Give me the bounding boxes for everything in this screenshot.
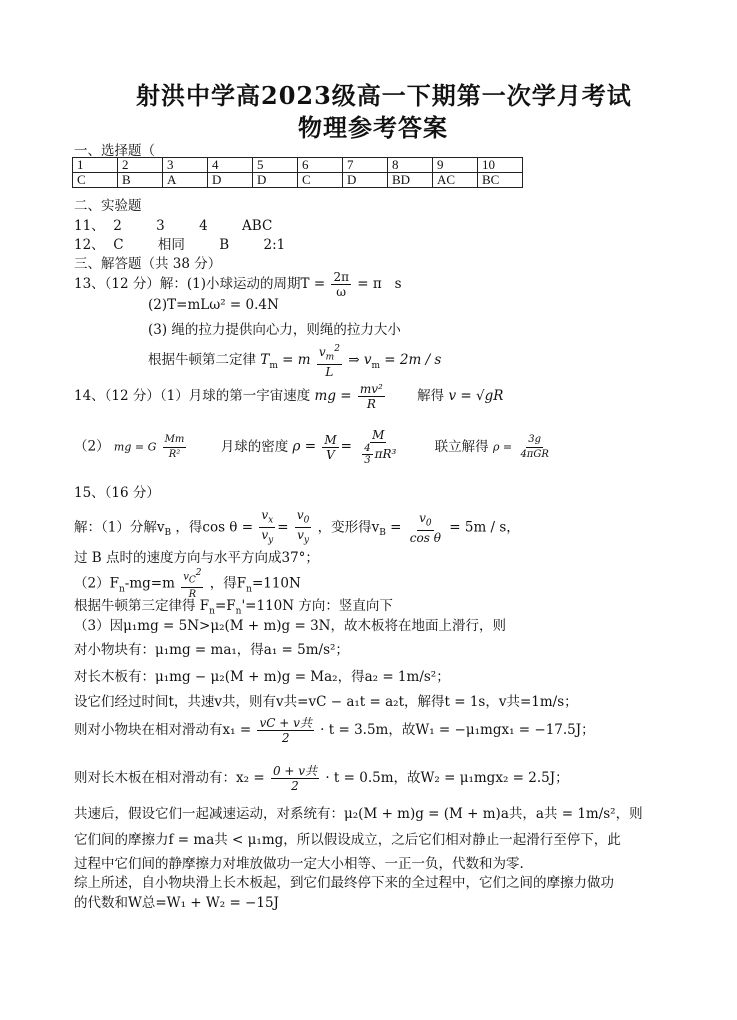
q15-l10-frac [271,764,319,793]
exam-subtitle: 物理参考答案 [298,113,448,142]
section-choice: 一、选择题（ [74,143,155,159]
q14-l2-a: （2） [74,438,110,455]
q15-l1: 解：（1）分解v [74,519,165,536]
answer-value-cell: C [298,173,343,188]
q13-frac-den: ω [336,285,347,299]
q15-line15: 的代数和W总=W₁ + W₂ = −15J [74,895,279,911]
answer-table-answers-row [73,173,523,188]
q15-l1c: ，变形得v [317,519,380,536]
q13-period-fraction [331,270,351,299]
q15-line7: 对长木板有：μ₁mg − μ₂(M + m)g = Ma₂，得a₂ = 1m/s²； [74,669,450,685]
q14-combined-frac [518,433,550,462]
exam-title: 射洪中学高2023级高一下期第一次学月考试 [136,81,632,110]
q15-line11: 共速后，假设它们一起减速运动，对系统有：μ₂(M + m)g = (M + m)a共，a共 = 1m/s²，则 [74,806,643,822]
q15-line5: （3）因μ₁mg = 5N>μ₂(M + m)g = 3N，故木板将在地面上滑行，则 [74,618,506,634]
q13-line1 [74,270,402,299]
q14-line1 [74,382,503,411]
answer-value-cell: B [118,173,163,188]
q14-rho-den1: V [326,447,335,462]
q14-combined: 联立解得 [434,438,489,455]
answer-table-numbers-row [73,158,523,173]
q14-line2: （2） mg = G $\frac{Mm}{\text{R²}}$ 月球的密度 ρ = $\frac{M}{V}$ = M $\frac{4}{3}$ πR³ 联立解得 ρ = $\frac{3g}{\text{4πGR}}$ [74,428,549,466]
q13-l4-den: L [325,365,334,380]
q15-head: 15、（16 分） [74,485,160,501]
q15-frac2-num: $v_0$ [295,508,312,528]
q13-l4-e: = 2m / s [384,352,442,369]
answer-number-cell: 10 [478,158,523,173]
q14-solve: 解得 [417,388,445,404]
q15-l1d: = 5m / s， [449,519,520,536]
q15-line10 [74,764,569,793]
q14-head: 14、（12 分）（1）月球的第一宇宙速度 [74,388,311,404]
answer-number-cell: 5 [253,158,298,173]
q14-combined-num: 3g [526,433,543,448]
q13-head: 13、（12 分）解：(1)小球运动的周期T = [74,276,326,292]
q13-frac-num: 2π [333,270,349,284]
answer-number-cell: 9 [433,158,478,173]
q14-l2-frac [163,433,187,462]
q14-eq1-den: R [366,397,376,411]
q15-l9: 则对小物块在相对滑动有x₁ = [74,722,252,738]
answer-value-cell: C [73,173,118,188]
answer-number-cell: 6 [298,158,343,173]
answer-value-cell: D [343,173,388,188]
q13-line3: (3) 绳的拉力提供向心力，则绳的拉力大小 [148,322,401,338]
q15-l3b: -mg=m [124,575,175,592]
answer-value-cell: D [208,173,253,188]
q13-l4-num: $v_m^2$ [317,342,342,365]
answer-value-cell: BC [478,173,523,188]
q15-l4: 根据牛顿第三定律得 F [74,598,210,614]
q14-rho: ρ = [292,438,317,455]
q15-frac3 [408,511,443,545]
q13-l4-a: 根据牛顿第二定律 [148,352,256,369]
q15-frac3-den: cos θ [409,531,441,546]
q15-l10-num: 0 + v共 [272,764,318,778]
q15-l9-num: vC + v共 [259,716,312,730]
q13-l4-d: ⇒ v [348,352,372,369]
q15-line3: $(2)F_n-mg=m$ $\frac{v_C^2}{R}$ ，得$F_n=110N$ [74,568,301,601]
answer-table [72,157,523,188]
q14-density: 月球的密度 [220,438,289,455]
q15-line4: 根据牛顿第三定律得 $F_n=F_n'=110N$ 方向：竖直向下 [74,598,393,617]
q14-eq1: mg = [314,388,352,404]
q14-combined-den: 4πGR [520,448,549,460]
answer-number-cell: 3 [163,158,208,173]
q15-line12: 它们间的摩擦力f = ma共 < μ₁mg，所以假设成立，之后它们相对静止一起滑行至停下，此 [74,832,621,848]
q14-rho-den2: $\frac{4}{3}$ πR³ [364,443,397,466]
section-solutions: 三、解答题（共 38 分） [74,256,222,272]
q15-l10b: · t = 0.5m，故W₂ = μ₁mgx₂ = 2.5J； [325,770,569,786]
q15-line14: 综上所述，自小物块滑上长木板起，到它们最终停下来的全过程中，它们之间的摩擦力做功 [74,875,614,891]
q14-solve-eq: v = √gR [448,388,504,404]
q15-line6: 对小物块有：μ₁mg = ma₁，得a₁ = 5m/s²； [74,642,349,658]
q13-l4-c: = m [282,352,311,369]
q15-l3-frac: $\frac{v_C^2}{R}$ [183,568,202,601]
q14-rho-frac1 [322,433,338,462]
q14-l2-den: R² [168,448,181,460]
q15-l9-frac [257,716,313,745]
q15-frac1 [259,508,275,548]
q14-l2-num: Mm [163,433,187,448]
q14-eq1-num: mv² [359,382,383,396]
answer-value-cell: AC [433,173,478,188]
q15-l3d: =110N [251,575,301,592]
q12-answers: 12、 C 相同 B 2:1 [74,237,286,253]
q15-l10: 则对长木板在相对滑动有：x₂ = [74,770,265,786]
q15-l3c: ，得F [209,575,247,592]
q14-rho-num1: M [324,432,337,447]
answer-number-cell: 7 [343,158,388,173]
q15-line13: 过程中它们间的静摩擦力对堆放做功一定大小相等、一正一负，代数和为零. [74,856,524,872]
q13-line2: (2)T=mLω² = 0.4N [148,297,279,313]
answer-number-cell: 4 [208,158,253,173]
answer-value-cell: BD [388,173,433,188]
q15-l9b: · t = 3.5m，故W₁ = −μ₁mgx₁ = −17.5J； [320,722,595,738]
q15-frac2 [295,508,312,548]
q14-eq1-frac [358,382,385,411]
q15-line2: 过 B 点时的速度方向与水平方向成37°； [74,550,319,566]
q15-line8: 设它们经过时间t，共速v共，则有v共=vC − a₁t = a₂t，解得t = 1s，v共=1m/s； [74,694,578,710]
q15-l3: （2）F [74,575,119,592]
q15-frac1-num: $v_x$ [259,508,275,528]
q15-line1: 解：（1）分解$v_B$ ，得cos θ = $\frac{v_x}{v_y}$ = $\frac{v_0}{v_y}$ ，变形得$v_B$ = $\frac{v_0}{\text{cos θ}}$ = 5m / s， [74,508,520,546]
answer-number-cell: 8 [388,158,433,173]
q15-l9-den: 2 [281,731,290,745]
answer-number-cell: 1 [73,158,118,173]
q15-frac2-den: $v_y$ [297,528,309,546]
q14-combined-eq: ρ = [492,440,513,454]
q15-l4b: =110N 方向：竖直向下 [245,598,393,614]
q13-tail: = π s [357,276,402,292]
q15-l10-den: 2 [291,779,299,793]
q13-l4-frac [317,342,342,379]
q11-answers: 11、 2 3 4 ABC [74,218,273,234]
q14-l2-eq: mg = G [113,440,157,454]
q14-rho-num2: M [372,428,385,442]
answer-value-cell: A [163,173,208,188]
q13-line4: 根据牛顿第二定律 $T_m = m$ $\frac{v_m^2}{L}$ ⇒ $v_m = 2m / s$ [148,344,442,380]
q15-line9 [74,716,595,745]
q15-frac3-num: $v_0$ [417,511,434,531]
section-experiment: 二、实验题 [74,198,142,214]
q14-rho-frac2 [358,428,398,466]
q15-frac1-den: $v_y$ [261,528,274,546]
answer-number-cell: 2 [118,158,163,173]
q13-l4-b: T [260,352,270,369]
answer-value-cell: D [253,173,298,188]
q15-l1b: ，得cos θ = [175,519,254,536]
